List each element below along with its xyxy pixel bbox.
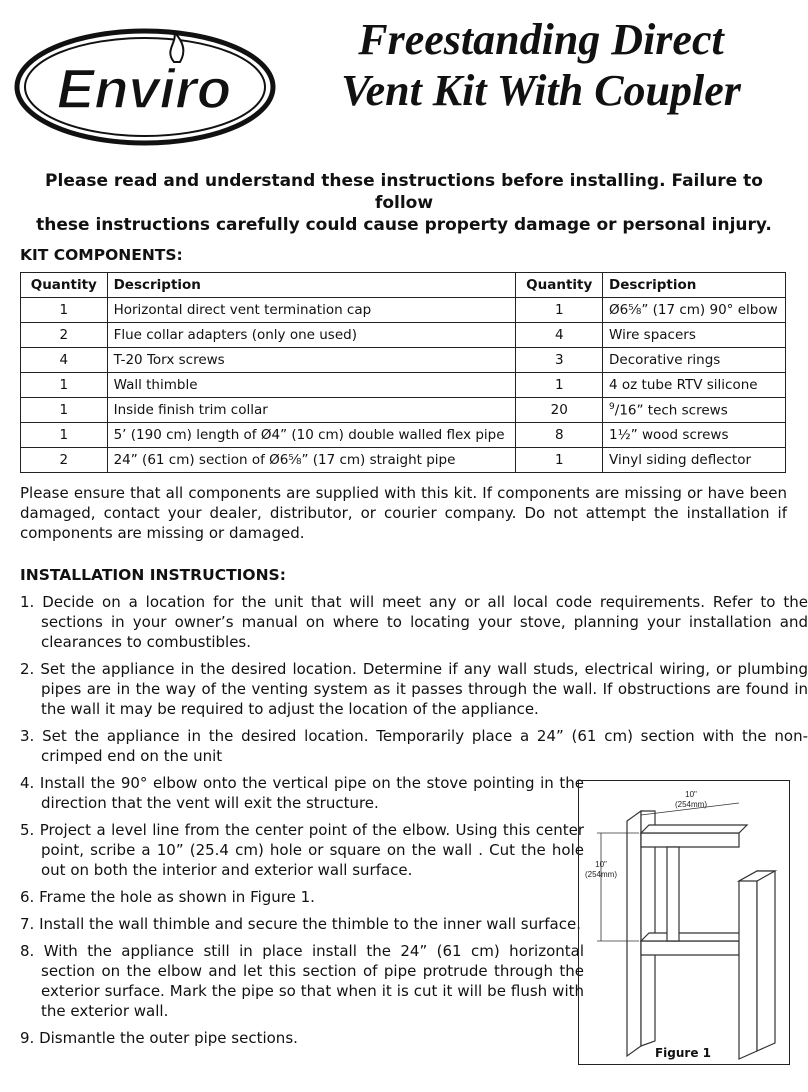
quantity-cell: 4: [21, 348, 108, 373]
logo-wordmark: Enviro: [56, 57, 232, 120]
table-row: [21, 323, 786, 348]
list-item: 3. Set the appliance in the desired location. Temporarily place a 24” (61 cm) section with the non-crimped end on the unit: [20, 727, 808, 765]
quantity-cell: 1: [21, 373, 108, 398]
description-cell: Wire spacers: [603, 323, 786, 348]
title-line-1: Freestanding Direct: [358, 15, 724, 64]
wall-framing-illustration: [579, 781, 789, 1064]
table-header-row: [21, 273, 786, 298]
quantity-cell: 8: [516, 423, 603, 448]
quantity-cell: 1: [516, 298, 603, 323]
list-item: 4. Install the 90° elbow onto the vertical pipe on the stove pointing in the direction that the vent will exit the structure.: [20, 774, 584, 812]
description-cell: Wall thimble: [107, 373, 516, 398]
list-item: 5. Project a level line from the center point of the elbow. Using this center point, scribe a 10” (25.4 cm) hole or square on the wall . Cut the hole out on both the interior and exterior wall surface.: [20, 821, 584, 879]
list-item: 1. Decide on a location for the unit that will meet any or all local code requirements. Refer to the sections in your owner’s manual on where to locating your stove, planning your installation and clearances to combustibles.: [20, 593, 808, 651]
kit-components-heading: KIT COMPONENTS:: [20, 246, 183, 264]
list-item: 8. With the appliance still in place install the 24” (61 cm) horizontal section on the elbow and let this section of pipe protrude through the exterior surface. Mark the pipe so that when it is cut it will be flush with the exterior wall.: [20, 942, 584, 1020]
list-item: 6. Frame the hole as shown in Figure 1.: [20, 888, 315, 906]
description-cell: [603, 398, 786, 423]
quantity-cell: 1: [21, 398, 108, 423]
description-cell: Flue collar adapters (only one used): [107, 323, 516, 348]
kit-components-table: [20, 272, 786, 473]
figure-caption: Figure 1: [654, 1046, 712, 1060]
table-row: [21, 398, 786, 423]
description-cell: 4 oz tube RTV silicone: [603, 373, 786, 398]
header-quantity: Quantity: [516, 273, 603, 298]
table-row: [21, 348, 786, 373]
warning-line-1: Please read and understand these instructions before installing. Failure to follow: [45, 171, 763, 213]
quantity-cell: 2: [21, 448, 108, 473]
quantity-cell: 1: [21, 298, 108, 323]
list-item: 9. Dismantle the outer pipe sections.: [20, 1029, 298, 1047]
description-cell: 5’ (190 cm) length of Ø4” (10 cm) double walled flex pipe: [107, 423, 516, 448]
description-cell: Vinyl siding deflector: [603, 448, 786, 473]
warning-line-2: these instructions carefully could cause property damage or personal injury.: [36, 215, 772, 235]
description-cell: Inside finish trim collar: [107, 398, 516, 423]
quantity-cell: 2: [21, 323, 108, 348]
description-cell: Ø6⅝” (17 cm) 90° elbow: [603, 298, 786, 323]
header-description: Description: [603, 273, 786, 298]
description-cell: Decorative rings: [603, 348, 786, 373]
list-item: 2. Set the appliance in the desired location. Determine if any wall studs, electrical wiring, or plumbing pipes are in the way of the venting system as it passes through the wall. If obstructions are found in the wall it may be required to adjust the location of the appliance.: [20, 660, 808, 718]
safety-warning: [14, 170, 794, 236]
description-cell: 1½” wood screws: [603, 423, 786, 448]
quantity-cell: 20: [516, 398, 603, 423]
figure-1: [578, 780, 790, 1065]
installation-heading: INSTALLATION INSTRUCTIONS:: [20, 566, 286, 584]
fraction-superscript: 9: [609, 401, 615, 412]
quantity-cell: 3: [516, 348, 603, 373]
table-row: [21, 373, 786, 398]
table-row: [21, 448, 786, 473]
dim-left-unit: (254mm): [584, 870, 618, 879]
header-quantity: Quantity: [21, 273, 108, 298]
quantity-cell: 1: [516, 373, 603, 398]
description-cell: Horizontal direct vent termination cap: [107, 298, 516, 323]
quantity-cell: 1: [516, 448, 603, 473]
document-title: [286, 14, 796, 116]
description-cell: 24” (61 cm) section of Ø6⅝” (17 cm) straight pipe: [107, 448, 516, 473]
header-description: Description: [107, 273, 516, 298]
dim-top-value: 10": [685, 790, 697, 799]
description-text: /16” tech screws: [614, 402, 728, 419]
list-item: 7. Install the wall thimble and secure the thimble to the inner wall surface.: [20, 915, 581, 933]
quantity-cell: 1: [21, 423, 108, 448]
table-row: [21, 298, 786, 323]
dim-top-unit: (254mm): [674, 800, 708, 809]
quantity-cell: 4: [516, 323, 603, 348]
enviro-logo: [14, 28, 276, 146]
title-line-2: Vent Kit With Coupler: [341, 66, 741, 115]
components-notice: Please ensure that all components are supplied with this kit. If components are missing or have been damaged, contact your dealer, distributor, or courier company. Do not attempt the installation if components are missing or damaged.: [20, 484, 787, 542]
description-cell: T-20 Torx screws: [107, 348, 516, 373]
table-row: [21, 423, 786, 448]
dim-left-value: 10": [595, 860, 607, 869]
